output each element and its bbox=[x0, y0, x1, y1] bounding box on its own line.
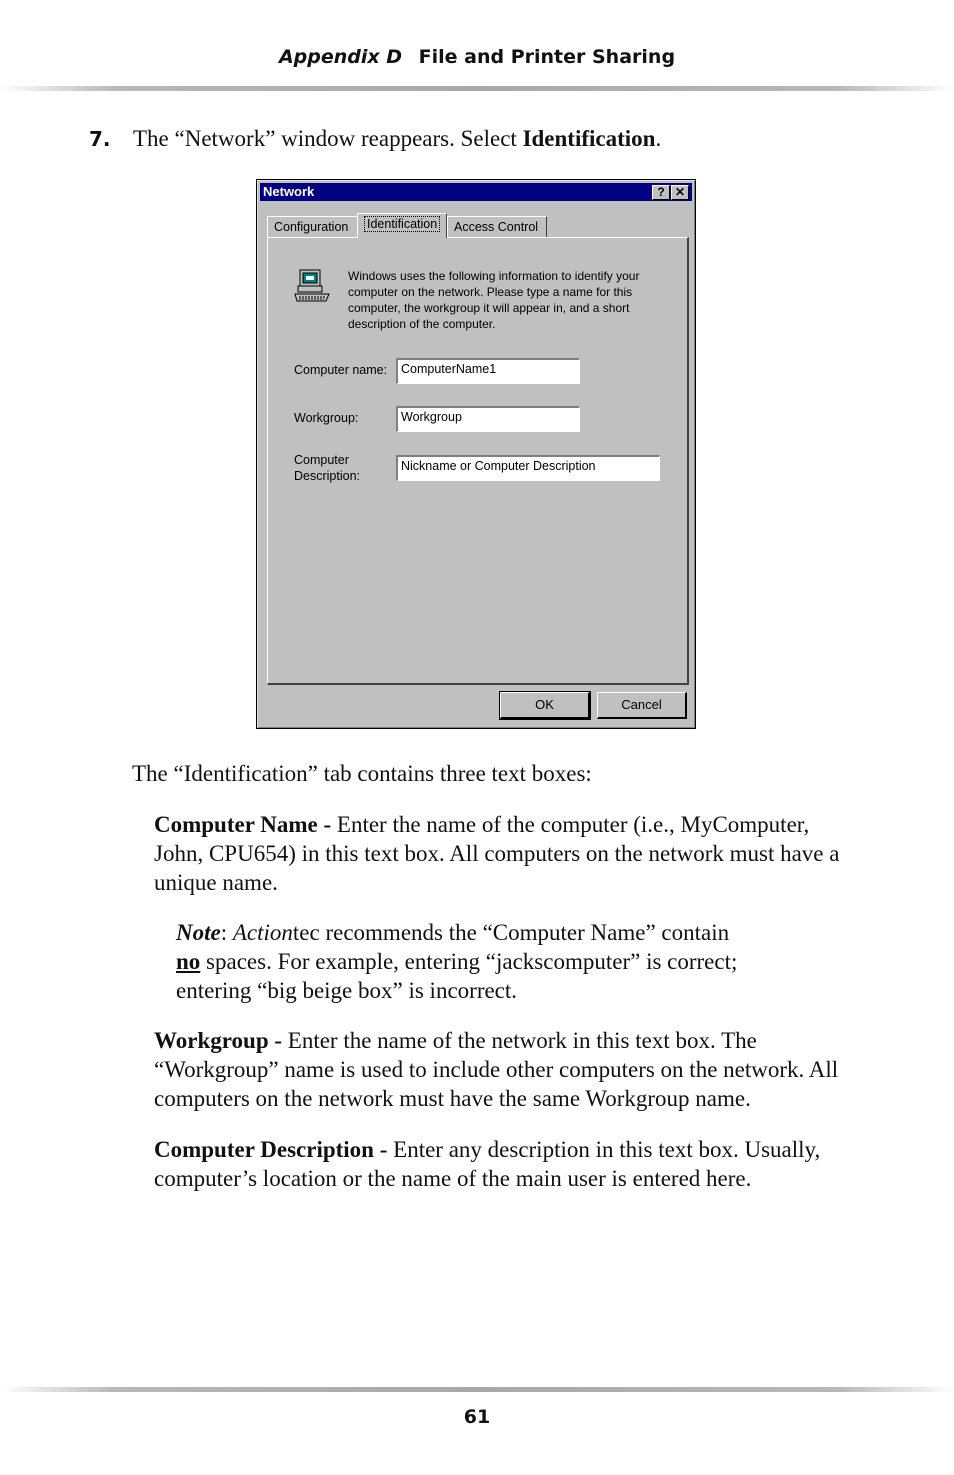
tab-access-control[interactable] bbox=[447, 216, 547, 237]
note-label: Note bbox=[176, 920, 221, 945]
intro-text: The “Identification” tab contains three text boxes: bbox=[132, 761, 592, 786]
description-label-line2: Description: bbox=[294, 469, 360, 483]
step-period: . bbox=[655, 126, 662, 151]
description-input[interactable]: Nickname or Computer Description bbox=[396, 455, 660, 481]
tab-identification[interactable] bbox=[357, 213, 447, 238]
description-label bbox=[294, 452, 360, 484]
tab-identification-label: Identification bbox=[364, 216, 440, 232]
description-term: Computer Description - bbox=[154, 1137, 388, 1162]
page-number: 61 bbox=[463, 1406, 491, 1428]
dialog-titlebar bbox=[260, 183, 692, 201]
computer-name-term: Computer Name - bbox=[154, 812, 332, 837]
step-text: The “Network” window reappears. Select bbox=[133, 126, 523, 151]
workgroup-desc: Enter the name of the network in this text box. The “Workgroup” name is used to include other computers on the network. All computers on the network must have the same Workgroup name. bbox=[154, 1028, 839, 1111]
cancel-button[interactable]: Cancel bbox=[597, 692, 687, 719]
step-number: 7. bbox=[89, 127, 111, 151]
note-no: no bbox=[176, 949, 201, 974]
workgroup-input[interactable]: Workgroup bbox=[396, 406, 580, 432]
ok-button[interactable]: OK bbox=[500, 692, 590, 719]
network-dialog bbox=[256, 179, 696, 729]
appendix-label: Appendix D bbox=[278, 46, 403, 68]
workgroup-paragraph bbox=[154, 1026, 864, 1113]
tab-configuration-label: Configuration bbox=[274, 220, 349, 234]
description-paragraph bbox=[154, 1135, 864, 1193]
note-text-1: tec recommends the “Computer Name” contain bbox=[292, 920, 730, 945]
tab-configuration[interactable] bbox=[267, 216, 359, 237]
computer-name-input[interactable]: ComputerName1 bbox=[396, 358, 580, 384]
header-rule bbox=[0, 86, 954, 91]
description-desc: Enter any description in this text box. Usually, computer’s location or the name of the main user is entered here. bbox=[154, 1137, 821, 1191]
help-button[interactable]: ? bbox=[652, 185, 670, 200]
brand-italic: Action bbox=[232, 920, 293, 945]
computer-name-desc: Enter the name of the computer (i.e., MyComputer, John, CPU654) in this text box. All computers on the network must have a unique name. bbox=[154, 812, 840, 895]
description-label-line1: Computer bbox=[294, 453, 349, 467]
network-computer-icon bbox=[293, 268, 333, 304]
workgroup-label: Workgroup: bbox=[294, 411, 359, 425]
computer-name-label: Computer name: bbox=[294, 363, 388, 377]
chapter-title: File and Printer Sharing bbox=[418, 46, 676, 68]
note-text-2: spaces. For example, entering “jackscomputer” is correct; entering “big beige box” is incorrect. bbox=[176, 949, 738, 1003]
note-paragraph bbox=[176, 918, 756, 1005]
footer-rule bbox=[0, 1387, 954, 1392]
step-7 bbox=[89, 126, 661, 152]
workgroup-term: Workgroup - bbox=[154, 1028, 283, 1053]
identification-panel bbox=[267, 237, 689, 685]
note-colon: : bbox=[220, 920, 233, 945]
step-bold: Identification bbox=[522, 126, 656, 151]
tab-access-control-label: Access Control bbox=[454, 220, 539, 234]
close-button[interactable]: ✕ bbox=[671, 185, 689, 200]
dialog-title: Network bbox=[263, 184, 315, 199]
identification-info-text: Windows uses the following information to identify your computer on the network. Please type a name for this computer, the workgroup it will appear in, and a short description of the computer. bbox=[348, 269, 640, 331]
page-header bbox=[0, 46, 954, 68]
computer-name-paragraph bbox=[154, 810, 864, 897]
